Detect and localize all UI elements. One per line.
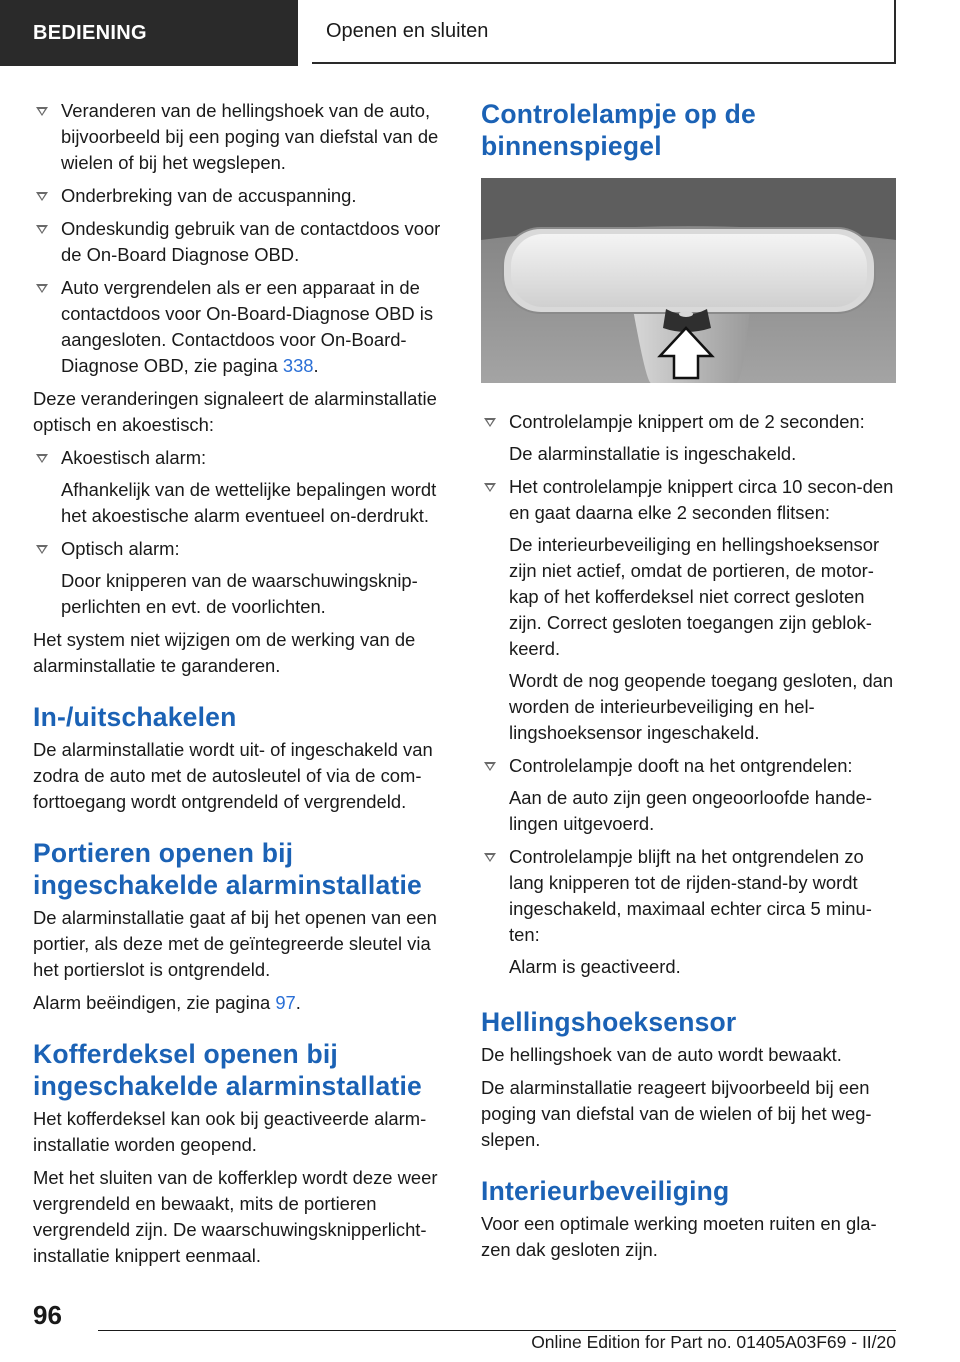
page-link-97[interactable]: 97 xyxy=(275,992,296,1013)
list-item: Auto vergrendelen als er een apparaat in de contactdoos voor On-Board-Diagnose OBD is aangesloten. Contactdoos voor On-Board-Diagnose OBD, zie pagina 338. xyxy=(33,275,448,379)
bullet-triangle-icon xyxy=(36,225,48,234)
paragraph: Het system niet wijzigen om de werking van de alarminstallatie te garanderen. xyxy=(33,629,416,676)
paragraph: De alarminstallatie wordt uit- of ingeschakeld van zodra de auto met de autosleutel of via de com-forttoegang wordt ontgrendeld of vergrendeld. xyxy=(33,739,433,812)
bullet-triangle-icon xyxy=(36,107,48,116)
bullet-triangle-icon xyxy=(36,192,48,201)
paragraph: Met het sluiten van de kofferklep wordt deze weer vergrendeld en bewaakt, mits de portieren vergrendeld zijn. De waarschuwingsknipperlicht-installatie knippert eenmaal. xyxy=(33,1167,438,1266)
footer-divider xyxy=(98,1330,896,1331)
paragraph: Voor een optimale werking moeten ruiten en gla-zen dak gesloten zijn. xyxy=(481,1213,877,1260)
list-item: Akoestisch alarm: Afhankelijk van de wettelijke bepalingen wordt het akoestische alarm eventueel on-derdrukt. xyxy=(33,445,448,529)
bullet-triangle-icon xyxy=(484,853,496,862)
list-item: Controlelampje blijft na het ontgrendelen zo lang knipperen tot de rijden-stand-by wordt ingeschakeld, maximaal echter circa 5 minu-ten: Alarm is geactiveerd. xyxy=(481,844,896,980)
alarm-type-list xyxy=(33,445,448,620)
bullet-triangle-icon xyxy=(484,762,496,771)
edition-note: Online Edition for Part no. 01405A03F69 - II/20 xyxy=(531,1332,896,1352)
left-column xyxy=(33,98,448,1276)
heading-interieurbeveiliging: Interieurbeveiliging xyxy=(481,1176,730,1206)
trigger-list xyxy=(33,98,448,379)
bullet-triangle-icon xyxy=(36,454,48,463)
right-column xyxy=(481,98,896,1270)
bullet-triangle-icon xyxy=(484,483,496,492)
heading-kofferdeksel: Kofferdeksel openen bij ingeschakelde alarminstallatie xyxy=(33,1039,422,1101)
list-item: Onderbreking van de accuspanning. xyxy=(33,183,448,209)
mirror-illustration xyxy=(481,178,896,383)
list-item: Controlelampje knippert om de 2 seconden: De alarminstallatie is ingeschakeld. xyxy=(481,409,896,467)
list-item: Ondeskundig gebruik van de contactdoos voor de On-Board Diagnose OBD. xyxy=(33,216,448,268)
paragraph: Alarm beëindigen, zie pagina 97. xyxy=(33,992,301,1013)
list-item: Controlelampje dooft na het ontgrendelen: Aan de auto zijn geen ongeoorloofde hande-lingen uitgevoerd. xyxy=(481,753,896,837)
paragraph: De alarminstallatie reageert bijvoorbeeld bij een poging van diefstal van de wielen of bij het weg-slepen. xyxy=(481,1077,872,1150)
heading-portieren: Portieren openen bij ingeschakelde alarminstallatie xyxy=(33,838,422,900)
bullet-triangle-icon xyxy=(36,545,48,554)
bullet-triangle-icon xyxy=(484,418,496,427)
indicator-list xyxy=(481,409,896,980)
page-link-338[interactable]: 338 xyxy=(282,355,314,376)
paragraph: Deze veranderingen signaleert de alarminstallatie optisch en akoestisch: xyxy=(33,388,437,435)
chapter-title: Openen en sluiten xyxy=(312,0,896,64)
heading-hellingshoeksensor: Hellingshoeksensor xyxy=(481,1007,737,1037)
page-header xyxy=(0,0,960,66)
paragraph: Het kofferdeksel kan ook bij geactiveerde alarm-installatie worden geopend. xyxy=(33,1108,427,1155)
paragraph: De alarminstallatie gaat af bij het openen van een portier, als deze met de geïntegreerde sleutel via het portierslot is ontgrendeld. xyxy=(33,907,437,980)
list-item: Optisch alarm: Door knipperen van de waarschuwingsknip-perlichten en evt. de voorlichten. xyxy=(33,536,448,620)
paragraph: De hellingshoek van de auto wordt bewaakt. xyxy=(481,1044,842,1065)
section-title: BEDIENING xyxy=(0,0,298,66)
bullet-triangle-icon xyxy=(36,284,48,293)
heading-controlelampje: Controlelampje op de binnenspiegel xyxy=(481,99,756,161)
list-item: Veranderen van de hellingshoek van de auto, bijvoorbeeld bij een poging van diefstal van de wielen of bij het wegslepen. xyxy=(33,98,448,176)
list-item: Het controlelampje knippert circa 10 secon-den en gaat daarna elke 2 seconden flitsen: De interieurbeveiliging en hellingshoeksensor zijn niet actief, omdat de portieren, de motor-kap of het kofferdeksel niet correct gesloten zijn. Correct gesloten toegangen zijn geblok-keerd. Wordt de nog geopende toegang gesloten, dan worden de interieurbeveiliging en hel-lingshoeksensor ingeschakeld. xyxy=(481,474,896,746)
rear-view-mirror-image xyxy=(481,178,896,383)
page-number: 96 xyxy=(33,1300,62,1330)
heading-inuitschakelen: In-/uitschakelen xyxy=(33,702,237,732)
